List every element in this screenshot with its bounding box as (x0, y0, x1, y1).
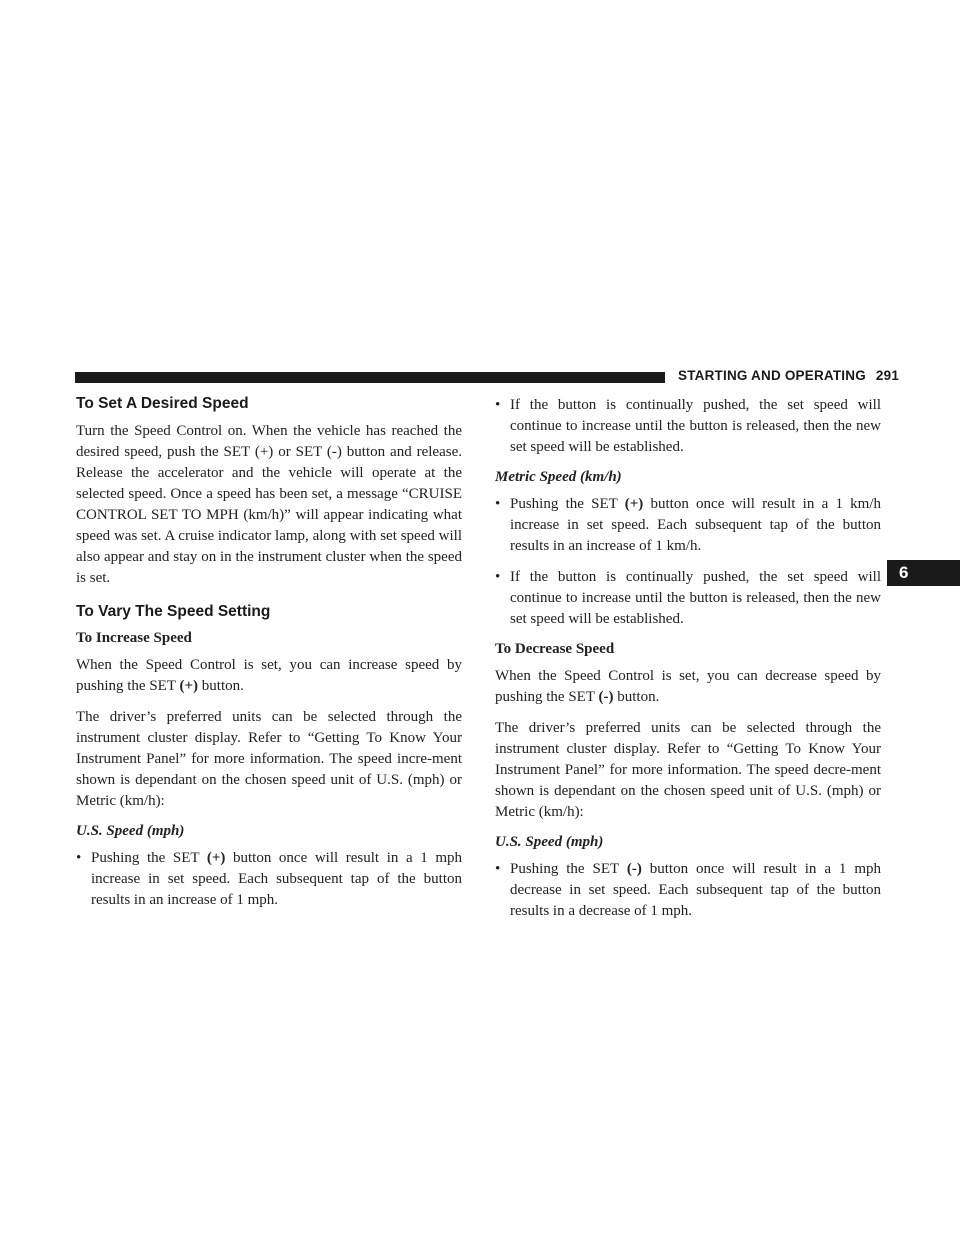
subheading-us-speed-increase: U.S. Speed (mph) (76, 823, 185, 839)
page-number: 291 (875, 368, 900, 383)
subheading-decrease-speed: To Decrease Speed (495, 641, 615, 657)
paragraph-units-decrease: The driver’s preferred units can be selected through the instrument cluster display. Refer to “Getting To Know Your Instrument Panel” for more information. The speed decre-ment shown is dependant on the chosen speed unit of U.S. (mph) or Metric (km/h): (495, 720, 881, 820)
paragraph-increase-speed: When the Speed Control is set, you can increase speed by pushing the SET (+) button. (76, 657, 462, 694)
bullet-icon: • (495, 569, 501, 585)
right-column (495, 395, 881, 932)
bullet-icon: • (495, 397, 501, 413)
section-title: STARTING AND OPERATING (678, 368, 866, 383)
heading-vary-speed: To Vary The Speed Setting (76, 603, 271, 620)
list-item: • If the button is continually pushed, the set speed will continue to increase until the button is released, then the new set speed will be established. (495, 569, 881, 627)
left-column (76, 395, 462, 921)
bullet-icon: • (495, 496, 501, 512)
list-item: • If the button is continually pushed, the set speed will continue to increase until the button is released, then the new set speed will be established. (495, 397, 881, 455)
list-item: • Pushing the SET (+) button once will result in a 1 mph increase in set speed. Each subsequent tap of the button results in an increase of 1 mph. (76, 850, 462, 908)
running-header (678, 368, 899, 383)
bullet-icon: • (76, 850, 82, 866)
heading-set-desired-speed: To Set A Desired Speed (76, 395, 249, 412)
subheading-metric-speed: Metric Speed (km/h) (495, 469, 622, 485)
list-item: • Pushing the SET (+) button once will result in a 1 km/h increase in set speed. Each subsequent tap of the button results in an increase of 1 km/h. (495, 496, 881, 554)
bullet-icon: • (495, 861, 501, 877)
subheading-increase-speed: To Increase Speed (76, 630, 192, 646)
chapter-tab: 6 (887, 560, 960, 586)
header-rule (75, 372, 665, 383)
paragraph-decrease-speed: When the Speed Control is set, you can decrease speed by pushing the SET (-) button. (495, 668, 881, 705)
list-item: • Pushing the SET (-) button once will result in a 1 mph decrease in set speed. Each subsequent tap of the button results in a decrease of 1 mph. (495, 861, 881, 919)
subheading-us-speed-decrease: U.S. Speed (mph) (495, 834, 604, 850)
paragraph-units-increase: The driver’s preferred units can be selected through the instrument cluster display. Refer to “Getting To Know Your Instrument Panel” for more information. The speed incre-ment shown is dependant on the chosen speed unit of U.S. (mph) or Metric (km/h): (76, 709, 462, 809)
paragraph-set-speed: Turn the Speed Control on. When the vehicle has reached the desired speed, push the SET (+) or SET (-) button and release. Release the accelerator and the vehicle will operate at the selected speed. Once a speed has been set, a message “CRUISE CONTROL SET TO MPH (km/h)” will appear indicating what speed was set. A cruise indicator lamp, along with set speed will also appear and stay on in the instrument cluster when the speed is set. (76, 423, 462, 586)
